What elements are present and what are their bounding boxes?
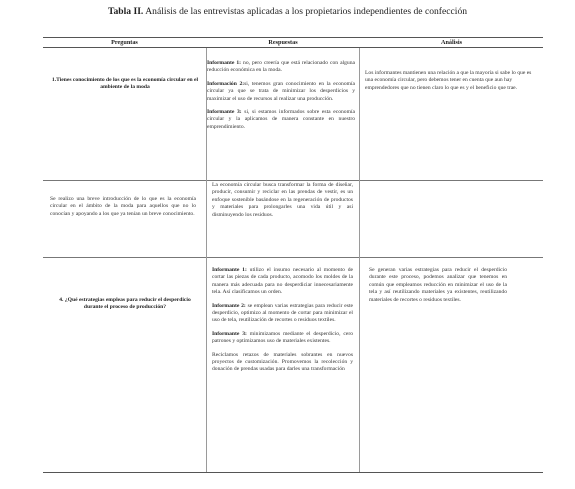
table-caption-text: Análisis de las entrevistas aplicadas a los propietarios independientes de confección <box>145 6 468 17</box>
row3-answer-3: Informante 3: minimizamos mediante el desperdicio, cero patrones y optimizamos uso de materiales existentes. <box>212 330 353 345</box>
row3-answer-2: Informante 2: se emplean varias estrategias para reducir este desperdicio, optimizo al momento de cortar para minimizar el uso de tela, reutilización de recortes o residuos textiles. <box>212 302 353 324</box>
header-analisis: Análisis <box>441 39 462 46</box>
row3-answers <box>212 267 353 374</box>
row1-answer-2: Información 2:si, tenemos gran conocimiento en la economía circular ya que se trata de minimizar los desperdicios y maximizar el uso de recursos al realizar una producción. <box>207 80 356 102</box>
table-caption-label: Tabla II. <box>107 6 144 17</box>
header-respuestas: Respuestas <box>268 39 298 46</box>
header-preguntas: Preguntas <box>111 39 138 46</box>
row2-answer: La economía circular busca transformar la forma de diseñar, producir, consumir y reciclar en las prendas de vestir, es un enfoque sostenible basándose en la regeneración de productos y materiales para prolongarles una vida útil y así disminuyendo los residuos. <box>212 182 353 218</box>
row-divider-2 <box>43 257 543 258</box>
row3-analysis: Se generan varias estrategias para reducir el desperdicio durante este proceso, podemos analizar que tenemos en común que empleamos reducción en minimizar el uso de la tela y así reutilizando materiales ya existentes, reutilizando materiales de recortes o residuos textiles. <box>369 267 507 303</box>
table-caption <box>0 6 575 17</box>
row1-answer-3: Informante 3: si, si estamos informados sobre esta economía circular y la aplicamos de manera constante en nuestro emprendimiento. <box>207 109 355 130</box>
row2-question: Se realizo una breve introducción de lo que es la economía circular en el ámbito de la moda para aquellos que no lo conocían y apoyando a los que ya tenían un breve conocimiento. <box>50 196 196 217</box>
row-divider-1 <box>43 180 543 181</box>
bottom-rule <box>43 472 543 473</box>
row1-answers <box>207 60 355 137</box>
header-rule <box>43 47 543 48</box>
row1-analysis: Los informantes mantienen una relación a que la mayoría si sabe lo que es una economía circular, pero debemos tener en cuenta que aun hay emprendedores que no tienen claro lo que es y el beneficio que trae. <box>365 70 532 91</box>
row3-question: 4. ¿Qué estrategias empleas para reducir el desperdicio durante el proceso de producción? <box>59 297 191 311</box>
column-separator-2 <box>359 48 360 472</box>
row1-answer-1: Informante 1: no, pero creería que está relacionado con alguna reducción económica en la moda. <box>207 60 356 74</box>
top-rule <box>43 37 543 38</box>
row3-answer-4: Reciclamos retazos de materiales sobrantes en nuevos proyectos de customización. Promovemos la recolección y donación de prendas usadas para darles una transformación <box>212 351 353 373</box>
row3-answer-1: Informante 1: utilizo el insumo necesario al momento de cortar las piezas de cada producto, acomodo los moldes de la manera más adecuada para no desperdiciar innecesariamente tela. Así clasificamos un orden. <box>212 267 353 296</box>
row1-question: 1.Tienes conocimiento de los que es la economía circular en el ambiente de la moda <box>51 77 199 91</box>
